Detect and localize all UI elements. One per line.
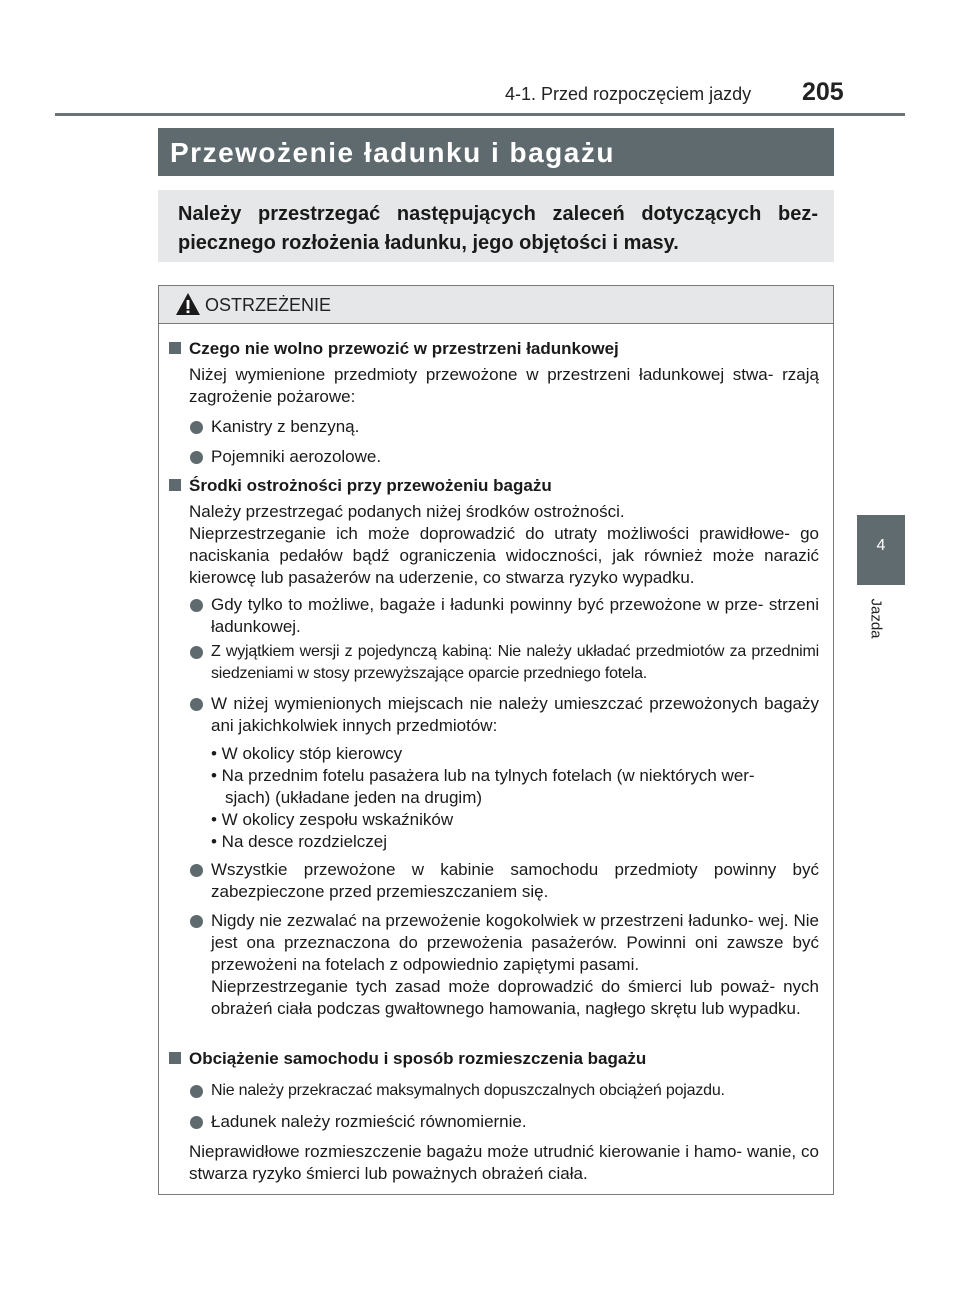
paragraph: Należy przestrzegać podanych niżej środków ostrożności. [189,502,625,521]
paragraph: Nieprawidłowe rozmieszczenie bagażu może utrudnić kierowanie i hamo- wanie, co stwarza ryzyko śmierci lub poważnych obrażeń ciała. [189,1142,819,1183]
page-number: 205 [802,78,844,106]
sub-list-item: • W okolicy stóp kierowcy [211,744,403,763]
square-bullet-icon [169,1052,181,1064]
paragraph: Nieprzestrzeganie tych zasad może doprowadzić do śmierci lub poważ- nych obrażeń ciała podczas gwałtownego hamowania, nagłego skrętu lub wypadku. [211,977,819,1018]
circle-bullet-icon [190,1116,203,1129]
bullet-item: W niżej wymienionych miejscach nie należy umieszczać przewożonych bagaży ani jakichkolwiek innych przedmiotów: [211,694,819,735]
warning-header [159,286,833,324]
page-header [0,0,960,120]
bullet-item: Wszystkie przewożone w kabinie samochodu przedmioty powinny być zabezpieczone przed przemieszczaniem się. [211,860,819,901]
section-heading: Czego nie wolno przewozić w przestrzeni ładunkowej [169,338,819,360]
circle-bullet-icon [190,915,203,928]
sub-list-item: • Na przednim fotelu pasażera lub na tylnych fotelach (w niektórych wer- [211,766,755,785]
square-bullet-icon [169,342,181,354]
bullet-item: Kanistry z benzyną. [211,417,360,436]
chapter-tab [857,515,905,585]
paragraph: Niżej wymienione przedmioty przewożone w przestrzeni ładunkowej stwa- rzają zagrożenie pożarowe: [189,365,819,406]
chapter-label [862,590,902,650]
bullet-item: Nie należy przekraczać maksymalnych dopuszczalnych obciążeń pojazdu. [211,1082,725,1099]
sub-list-item: • Na desce rozdzielczej [211,832,388,851]
warning-triangle-icon [175,292,201,316]
bullet-item: Gdy tylko to możliwe, bagaże i ładunki powinny być przewożone w prze- strzeni ładunkowej. [211,595,819,636]
circle-bullet-icon [190,646,203,659]
bullet-item: Nigdy nie zezwalać na przewożenie kogokolwiek w przestrzeni ładunko- wej. Nie jest ona przeznaczona do przewożenia pasażerów. Powinni oni zawsze być przewożeni na fotelach z odpowiednio zapiętymi pasami. [211,911,819,974]
circle-bullet-icon [190,451,203,464]
section-title: 4-1. Przed rozpoczęciem jazdy [505,84,752,104]
circle-bullet-icon [190,599,203,612]
circle-bullet-icon [190,421,203,434]
square-bullet-icon [169,479,181,491]
bullet-item: Z wyjątkiem wersji z pojedynczą kabiną: Nie należy układać przedmiotów za przednimi siedzeniami w stosy przewyższające oparcie przedniego fotela. [211,643,819,682]
header-rule [55,113,905,116]
paragraph: Nieprzestrzeganie ich może doprowadzić do utraty możliwości prawidłowe- go naciskania pedałów bądź ograniczenia widoczności, jak również może narazić kierowcę lub pasażerów na uderzenie, co stwarza ryzyko wypadku. [189,524,819,587]
intro-text: Należy przestrzegać następujących zaleceń dotyczących bez- piecznego rozłożenia ładunku, jego objętości i masy. [178,203,818,254]
circle-bullet-icon [190,698,203,711]
bullet-item: Ładunek należy rozmieścić równomiernie. [211,1112,527,1131]
circle-bullet-icon [190,864,203,877]
circle-bullet-icon [190,1085,203,1098]
sub-list-item-continued: sjach) (układane jeden na drugim) [225,788,483,807]
warning-label: OSTRZEŻENIE [205,295,332,315]
sub-list-item: • W okolicy zespołu wskaźników [211,810,454,829]
page-title-bar [158,128,834,176]
section-heading: Środki ostrożności przy przewożeniu bagażu [169,475,819,497]
page-title: Przewożenie ładunku i bagażu [170,137,615,168]
warning-box [158,285,834,1195]
intro-box [158,190,834,262]
chapter-label-text: Jazda [867,598,885,639]
chapter-number: 4 [876,537,886,554]
section-heading: Obciążenie samochodu i sposób rozmieszczenia bagażu [169,1048,819,1070]
bullet-item: Pojemniki aerozolowe. [211,447,382,466]
